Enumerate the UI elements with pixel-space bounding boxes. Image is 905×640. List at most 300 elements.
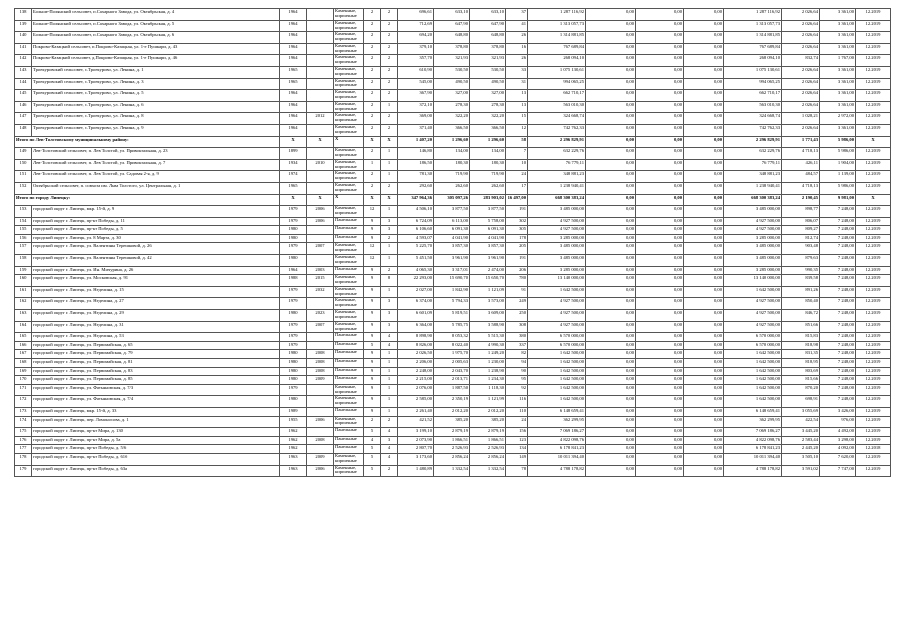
area-residential: 490,50 — [470, 78, 506, 90]
cost-owners: 3 285 000,00 — [724, 266, 782, 275]
unit-cost: 815,83 — [782, 333, 820, 342]
year-built: 1980 — [280, 350, 307, 359]
residents: 95 — [506, 376, 528, 385]
year-renovated — [307, 333, 334, 342]
cost-subsidy-2: 0,00 — [636, 159, 684, 171]
total-area: 372,10 — [398, 101, 434, 113]
residents: 26 — [506, 55, 528, 67]
residents: 15 — [506, 113, 528, 125]
cost-total: 348 881,23 — [528, 171, 586, 183]
unit-cost: 818,98 — [782, 341, 820, 350]
area-premises: 6 113,00 — [434, 217, 470, 226]
unit-cost: 831,35 — [782, 350, 820, 359]
entrances: 2 — [381, 78, 398, 90]
deadline: 12.2019 — [856, 43, 891, 55]
entrances: 2 — [381, 66, 398, 78]
area-premises: 2 526,93 — [434, 445, 470, 454]
area-premises: 490,50 — [434, 78, 470, 90]
area-residential: 2 012,20 — [470, 407, 506, 416]
unit-cost: 422,54 — [782, 416, 820, 428]
residents: 17 — [506, 182, 528, 194]
cost-subsidy-3: 0,00 — [684, 101, 724, 113]
cost-subsidy-1: 0,00 — [586, 376, 636, 385]
address: Троекуровский сельсовет, с.Троекурово, ул. Ленина, д. 1 — [32, 66, 280, 78]
cost-subsidy-3: 0,00 — [684, 465, 724, 477]
year-renovated — [307, 234, 334, 243]
area-residential: 1 296,60 — [470, 136, 506, 148]
year-renovated: 2006 — [307, 465, 334, 477]
cost-subsidy-1: 0,00 — [586, 206, 636, 218]
cost-subsidy-2: 0,00 — [636, 182, 684, 194]
residents: 16 497,00 — [506, 194, 528, 206]
year-built: 1965 — [280, 78, 307, 90]
row-number: 160 — [15, 275, 32, 287]
total-area: 545,00 — [398, 78, 434, 90]
wall-material: Каменные, кирпичные — [334, 396, 364, 408]
table-row — [15, 217, 891, 226]
total-area: 6 364,00 — [398, 321, 434, 333]
unit-cost: 484,57 — [782, 171, 820, 183]
unit-cost-max: 7 248,00 — [820, 321, 856, 333]
address: Больше-Полянский сельсовет, п.Сахарного Завода, ул. Октябрьская, д. 4 — [32, 9, 280, 21]
row-number: 153 — [15, 206, 32, 218]
year-renovated: 2023 — [307, 310, 334, 322]
unit-cost-max: 3 361,00 — [820, 101, 856, 113]
total-area: 4 506,10 — [398, 206, 434, 218]
area-premises: 1 975,70 — [434, 350, 470, 359]
year-built: 1979 — [280, 286, 307, 298]
unit-cost-max: 9 981,00 — [820, 194, 856, 206]
address: Лев-Толстовский сельсовет, п. Лев Толстой, ул. Привокзальная, д. 7 — [32, 159, 280, 171]
area-residential: 4 990,30 — [470, 341, 506, 350]
unit-cost-max: 4 492,00 — [820, 428, 856, 437]
cost-subsidy-3: 0,00 — [684, 367, 724, 376]
entrances: 1 — [381, 171, 398, 183]
cost-owners: 662 710,17 — [724, 90, 782, 102]
cost-subsidy-3: 0,00 — [684, 333, 724, 342]
year-built: 1980 — [280, 226, 307, 235]
unit-cost: 2 026,64 — [782, 32, 820, 44]
total-area: 369,00 — [398, 113, 434, 125]
year-built: X — [280, 136, 307, 148]
row-number: 138 — [15, 9, 32, 21]
cost-subsidy-1: 0,00 — [586, 20, 636, 32]
entrances: X — [381, 194, 398, 206]
total-area: 3 199,10 — [398, 428, 434, 437]
address: городской округ г. Липецк, ул. Фатьяновская, д. 7/4 — [32, 396, 280, 408]
cost-owners: 3 485 000,00 — [724, 243, 782, 255]
year-renovated: X — [307, 194, 334, 206]
address: городской округ г. Липецк, пер. Ломоносова, д. 1 — [32, 416, 280, 428]
table-row — [15, 78, 891, 90]
deadline: 12.2019 — [856, 9, 891, 21]
residents: 10 — [506, 159, 528, 171]
entrances: 1 — [381, 206, 398, 218]
unit-cost: 1 771,43 — [782, 136, 820, 148]
row-number: 171 — [15, 384, 32, 396]
address: городской округ г. Липецк, пр-кт Победы, д. 5/6 — [32, 445, 280, 454]
cost-total: 767 689,84 — [528, 43, 586, 55]
cost-subsidy-2: 0,00 — [636, 341, 684, 350]
deadline: 12.2019 — [856, 428, 891, 437]
floors: 9 — [364, 298, 381, 310]
floors: 2 — [364, 9, 381, 21]
area-residential: 530,50 — [470, 66, 506, 78]
cost-subsidy-3: 0,00 — [684, 43, 724, 55]
unit-cost-max: 7 248,00 — [820, 396, 856, 408]
year-renovated — [307, 148, 334, 160]
wall-material: Панельные — [334, 407, 364, 416]
year-built: 1979 — [280, 384, 307, 396]
cost-owners: 268 094,10 — [724, 55, 782, 67]
cost-owners: 6 570 000,00 — [724, 341, 782, 350]
deadline: 12.2019 — [856, 148, 891, 160]
wall-material: Каменные, кирпичные — [334, 384, 364, 396]
year-renovated — [307, 78, 334, 90]
cost-subsidy-2: 0,00 — [636, 407, 684, 416]
table-row — [15, 20, 891, 32]
residents: 205 — [506, 243, 528, 255]
floors: 9 — [364, 407, 381, 416]
unit-cost-max: 7 248,00 — [820, 310, 856, 322]
area-residential: 1 234,30 — [470, 376, 506, 385]
area-premises: 2 856,24 — [434, 453, 470, 465]
cost-subsidy-1: 0,00 — [586, 113, 636, 125]
year-renovated: 2015 — [307, 275, 334, 287]
total-area: 2 215,00 — [398, 376, 434, 385]
total-area: 696,61 — [398, 9, 434, 21]
entrances: 2 — [381, 182, 398, 194]
unit-cost-max: 7 248,00 — [820, 350, 856, 359]
unit-cost-max: 3 361,00 — [820, 20, 856, 32]
total-area: 367,90 — [398, 90, 434, 102]
unit-cost-max: 3 361,00 — [820, 43, 856, 55]
year-renovated: 2008 — [307, 436, 334, 445]
area-premises: 305 097,26 — [434, 194, 470, 206]
unit-cost: 806,07 — [782, 217, 820, 226]
cost-owners: 1 075 130,61 — [724, 66, 782, 78]
address: городской округ г. Липецк, ул. Неделина, д. 29 — [32, 310, 280, 322]
floors: 9 — [364, 376, 381, 385]
cost-subsidy-3: 0,00 — [684, 416, 724, 428]
cost-subsidy-2: 0,00 — [636, 206, 684, 218]
year-built: 1965 — [280, 66, 307, 78]
table-row — [15, 124, 891, 136]
total-area: 371,40 — [398, 124, 434, 136]
cost-owners: 10 011 394,40 — [724, 453, 782, 465]
cost-owners: 3 485 000,00 — [724, 206, 782, 218]
cost-subsidy-1: 0,00 — [586, 255, 636, 267]
total-area: 4 593,07 — [398, 234, 434, 243]
cost-total: 1 642 500,00 — [528, 376, 586, 385]
cost-subsidy-2: 0,00 — [636, 43, 684, 55]
cost-subsidy-1: 0,00 — [586, 341, 636, 350]
cost-total: 662 710,17 — [528, 90, 586, 102]
address: Троекуровский сельсовет, с.Троекурово, ул. Ленина, д. 9 — [32, 124, 280, 136]
cost-total: 6 148 659,41 — [528, 407, 586, 416]
table-row — [15, 243, 891, 255]
cost-subsidy-1: 0,00 — [586, 465, 636, 477]
total-area: 2 076,00 — [398, 384, 434, 396]
table-row — [15, 90, 891, 102]
residents: 305 — [506, 226, 528, 235]
deadline: 12.2019 — [856, 159, 891, 171]
cost-subsidy-2: 0,00 — [636, 286, 684, 298]
area-premises: 1 332,54 — [434, 465, 470, 477]
cost-subsidy-3: 0,00 — [684, 234, 724, 243]
unit-cost-max: 7 248,00 — [820, 341, 856, 350]
deadline: 12.2019 — [856, 367, 891, 376]
cost-owners: 2 296 829,91 — [724, 136, 782, 148]
total-area: 2 261,40 — [398, 407, 434, 416]
entrances: 1 — [381, 407, 398, 416]
unit-cost: 2 026,64 — [782, 78, 820, 90]
cost-subsidy-3: 0,00 — [684, 194, 724, 206]
address: городской округ г. Липецк, ул. Валентины Терешковой, д. 26 — [32, 243, 280, 255]
cost-subsidy-1: 0,00 — [586, 159, 636, 171]
cost-subsidy-2: 0,00 — [636, 194, 684, 206]
entrances: 1 — [381, 255, 398, 267]
cost-subsidy-3: 0,00 — [684, 350, 724, 359]
entrances: 1 — [381, 148, 398, 160]
table-row — [15, 266, 891, 275]
wall-material: Каменные, кирпичные — [334, 206, 364, 218]
unit-cost-max: 7 248,00 — [820, 234, 856, 243]
cost-total: 1 642 500,00 — [528, 350, 586, 359]
floors: 9 — [364, 286, 381, 298]
area-residential: 3 588,90 — [470, 321, 506, 333]
unit-cost-max: 5 986,00 — [820, 148, 856, 160]
area-premises: 327,00 — [434, 90, 470, 102]
area-premises: 2 350,19 — [434, 396, 470, 408]
cost-total: 4 927 500,00 — [528, 310, 586, 322]
year-renovated: 2006 — [307, 217, 334, 226]
residents: 90 — [506, 367, 528, 376]
table-row — [15, 321, 891, 333]
wall-material: Панельные — [334, 367, 364, 376]
entrances: 3 — [381, 310, 398, 322]
entrances: 1 — [381, 367, 398, 376]
total-row — [15, 136, 891, 148]
floors: 4 — [364, 436, 381, 445]
residents: 16 — [506, 43, 528, 55]
residents: 308 — [506, 321, 528, 333]
area-premises: 5 785,75 — [434, 321, 470, 333]
unit-cost-max: 4 092,00 — [820, 445, 856, 454]
entrances: 1 — [381, 376, 398, 385]
unit-cost-max: 976,00 — [820, 416, 856, 428]
row-number: 144 — [15, 78, 32, 90]
unit-cost: 818,95 — [782, 359, 820, 368]
area-residential: 2 474,00 — [470, 266, 506, 275]
address: Октябрьский сельсовет, п. совхоза им. Льва Толстого, ул. Центральная, д. 1 — [32, 182, 280, 194]
cost-owners: 1 642 500,00 — [724, 384, 782, 396]
wall-material: Панельные — [334, 217, 364, 226]
unit-cost-max: 7 248,00 — [820, 298, 856, 310]
total-area: 292,60 — [398, 182, 434, 194]
unit-cost: 2 190,45 — [782, 194, 820, 206]
unit-cost-max: 3 361,00 — [820, 124, 856, 136]
deadline: 12.2019 — [856, 55, 891, 67]
year-renovated: 2006 — [307, 416, 334, 428]
cost-total: 362 299,95 — [528, 416, 586, 428]
entrances: 8 — [381, 275, 398, 287]
area-residential: 327,00 — [470, 90, 506, 102]
cost-total: 6 178 841,23 — [528, 445, 586, 454]
area-residential: 321,93 — [470, 55, 506, 67]
unit-cost-max: 7 248,00 — [820, 255, 856, 267]
deadline: 12.2019 — [856, 32, 891, 44]
cost-subsidy-3: 0,00 — [684, 226, 724, 235]
cost-subsidy-1: 0,00 — [586, 436, 636, 445]
cost-total: 324 668,74 — [528, 113, 586, 125]
cost-subsidy-3: 0,00 — [684, 275, 724, 287]
cost-subsidy-2: 0,00 — [636, 396, 684, 408]
cost-total: 1 313 057,73 — [528, 20, 586, 32]
year-built: 1979 — [280, 341, 307, 350]
year-built: 1964 — [280, 266, 307, 275]
residents: 116 — [506, 396, 528, 408]
entrances: 3 — [381, 298, 398, 310]
entrances: 2 — [381, 20, 398, 32]
deadline: 12.2019 — [856, 407, 891, 416]
entrances: 2 — [381, 9, 398, 21]
cost-owners: 4 927 500,00 — [724, 298, 782, 310]
floors: 2 — [364, 43, 381, 55]
residents: 78 — [506, 465, 528, 477]
residents: 24 — [506, 171, 528, 183]
total-area: 2 807,70 — [398, 445, 434, 454]
residents: 178 — [506, 234, 528, 243]
cost-subsidy-1: 0,00 — [586, 359, 636, 368]
floors: 9 — [364, 359, 381, 368]
year-renovated — [307, 66, 334, 78]
entrances: 2 — [381, 124, 398, 136]
unit-cost-max: 7 248,00 — [820, 384, 856, 396]
wall-material: Каменные, кирпичные — [334, 275, 364, 287]
year-built: 1979 — [280, 298, 307, 310]
cost-subsidy-2: 0,00 — [636, 217, 684, 226]
area-premises: 633,10 — [434, 9, 470, 21]
floors: 5 — [364, 465, 381, 477]
table-row — [15, 113, 891, 125]
total-area: 2 026,50 — [398, 350, 434, 359]
unit-cost: 3 055,69 — [782, 407, 820, 416]
cost-subsidy-2: 0,00 — [636, 32, 684, 44]
area-premises: 3 317,01 — [434, 266, 470, 275]
area-premises: 180,30 — [434, 159, 470, 171]
unit-cost: 898,77 — [782, 206, 820, 218]
area-premises: 321,93 — [434, 55, 470, 67]
table-row — [15, 407, 891, 416]
cost-subsidy-3: 0,00 — [684, 66, 724, 78]
year-renovated: 2008 — [307, 350, 334, 359]
address: Троекуровский сельсовет, с.Троекурово, ул. Ленина, д. 3 — [32, 78, 280, 90]
unit-cost-max: 7 747,00 — [820, 465, 856, 477]
cost-total: 3 485 000,00 — [528, 206, 586, 218]
area-residential: 633,10 — [470, 9, 506, 21]
year-renovated — [307, 171, 334, 183]
year-built: 1980 — [280, 359, 307, 368]
residents: 110 — [506, 407, 528, 416]
area-residential: 647,90 — [470, 20, 506, 32]
deadline: 12.2019 — [856, 396, 891, 408]
year-renovated — [307, 298, 334, 310]
entrances: 1 — [381, 384, 398, 396]
cost-total: 1 642 500,00 — [528, 359, 586, 368]
floors: 5 — [364, 341, 381, 350]
cost-subsidy-2: 0,00 — [636, 465, 684, 477]
area-premises: 8 053,32 — [434, 333, 470, 342]
table-row — [15, 159, 891, 171]
address: городской округ г. Липецк, ул. Неделина, д. 15 — [32, 286, 280, 298]
deadline: 12.2019 — [856, 124, 891, 136]
year-renovated — [307, 55, 334, 67]
entrances: 4 — [381, 333, 398, 342]
deadline: 12.2019 — [856, 384, 891, 396]
area-residential: 15 650,70 — [470, 275, 506, 287]
floors: 2 — [364, 124, 381, 136]
unit-cost-max: 7 248,00 — [820, 206, 856, 218]
area-residential: 283 903,02 — [470, 194, 506, 206]
total-area: 4 065,30 — [398, 266, 434, 275]
cost-subsidy-1: 0,00 — [586, 55, 636, 67]
total-area: 781,30 — [398, 171, 434, 183]
table-row — [15, 376, 891, 385]
unit-cost: 879,63 — [782, 255, 820, 267]
area-premises: 1 887,50 — [434, 384, 470, 396]
area-premises: 3 877,50 — [434, 206, 470, 218]
address: городской округ г. Липецк, ул. Первомайская, д. 79 — [32, 350, 280, 359]
cost-subsidy-1: 0,00 — [586, 384, 636, 396]
year-renovated: 2006 — [307, 206, 334, 218]
year-renovated — [307, 9, 334, 21]
wall-material: Каменные, кирпичные — [334, 9, 364, 21]
year-built: 1934 — [280, 159, 307, 171]
table-row — [15, 396, 891, 408]
cost-subsidy-3: 0,00 — [684, 445, 724, 454]
residents: 13 — [506, 101, 528, 113]
total-area: 421,52 — [398, 416, 434, 428]
cost-subsidy-1: 0,00 — [586, 350, 636, 359]
row-number: 168 — [15, 359, 32, 368]
year-renovated — [307, 226, 334, 235]
unit-cost: 839,58 — [782, 275, 820, 287]
cost-subsidy-3: 0,00 — [684, 136, 724, 148]
cost-total: 268 094,10 — [528, 55, 586, 67]
year-built: 1980 — [280, 367, 307, 376]
entrances: 4 — [381, 445, 398, 454]
total-area: 347 964,36 — [398, 194, 434, 206]
cost-subsidy-2: 0,00 — [636, 428, 684, 437]
unit-cost: 850,40 — [782, 298, 820, 310]
row-number: 152 — [15, 182, 32, 194]
cost-subsidy-2: 0,00 — [636, 376, 684, 385]
cost-total: 2 296 829,91 — [528, 136, 586, 148]
area-premises: 322,20 — [434, 113, 470, 125]
cost-subsidy-2: 0,00 — [636, 350, 684, 359]
floors: 2 — [364, 55, 381, 67]
cost-subsidy-2: 0,00 — [636, 436, 684, 445]
cost-subsidy-3: 0,00 — [684, 310, 724, 322]
row-number: 170 — [15, 376, 32, 385]
deadline: 12.2019 — [856, 113, 891, 125]
cost-total: 742 762,33 — [528, 124, 586, 136]
row-number: 162 — [15, 298, 32, 310]
table-row — [15, 275, 891, 287]
cost-subsidy-2: 0,00 — [636, 445, 684, 454]
area-premises: 385,20 — [434, 416, 470, 428]
